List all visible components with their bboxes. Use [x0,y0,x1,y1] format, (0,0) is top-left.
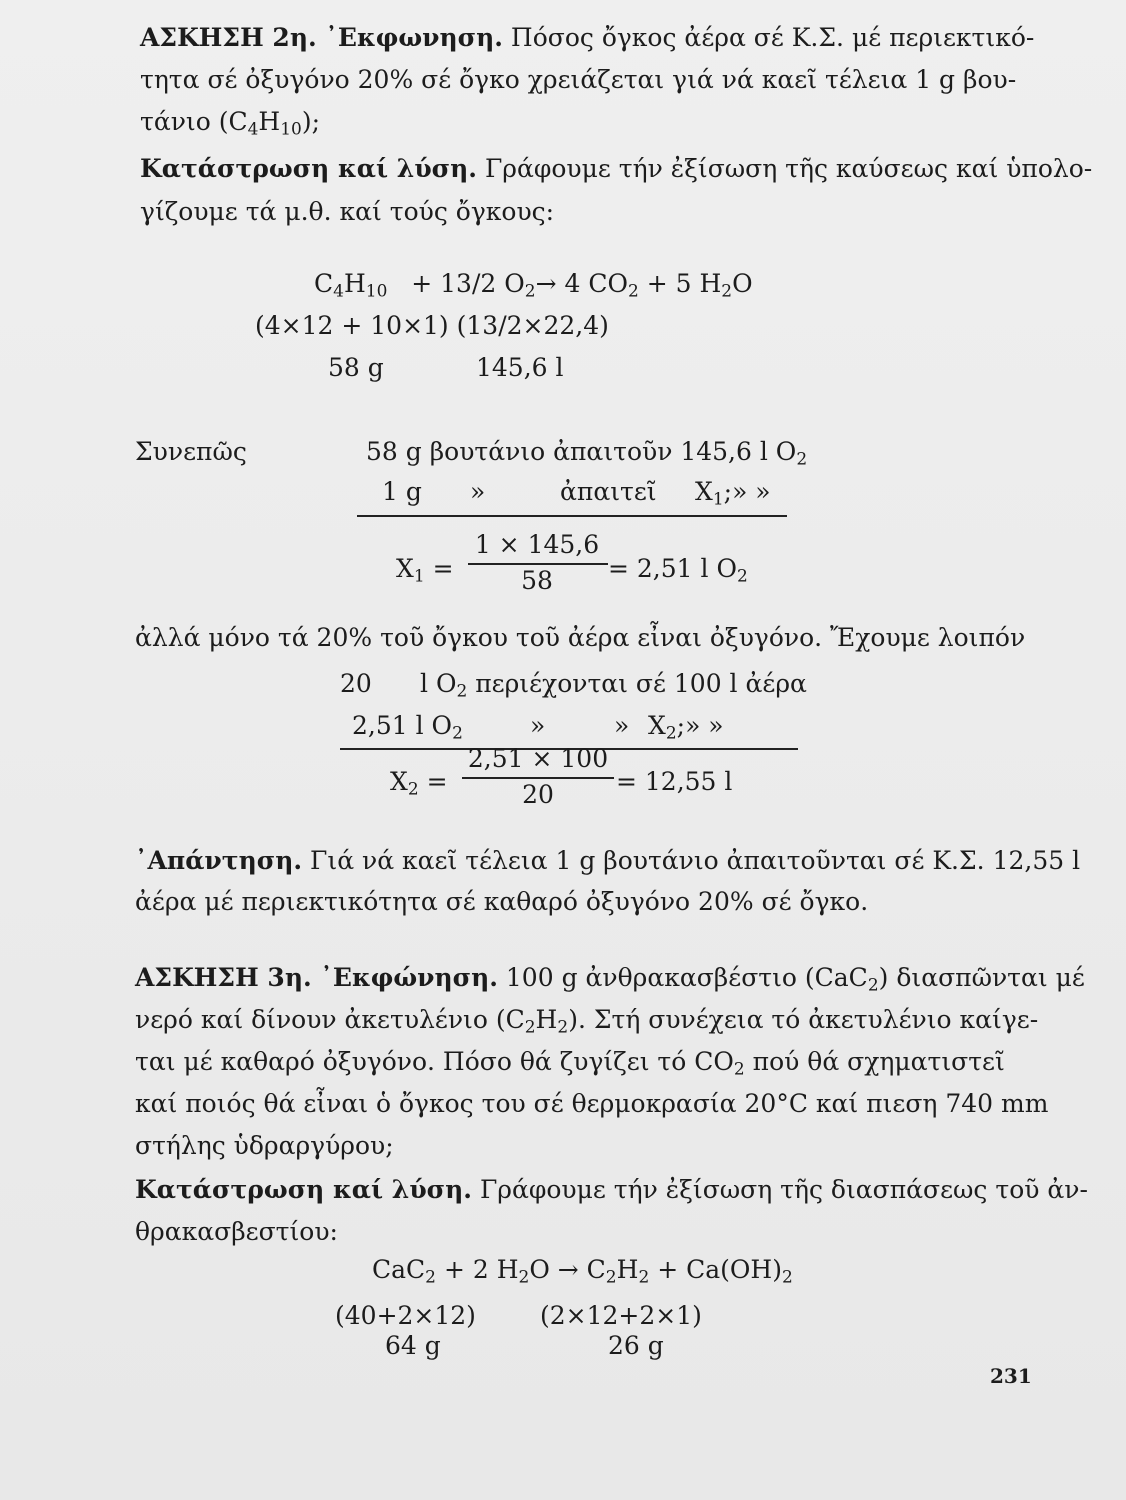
ex2-heading: ΑΣΚΗΣΗ 2η. ᾿Εκφωνηση. [140,23,503,52]
ex2-line-1 [140,22,1034,54]
ex2-mass-58g: 58 g [328,353,384,382]
ex3-cac2-molar: (40+2×12) [335,1301,476,1330]
ex2-molar-calc: (4×12 + 10×1) (13/2×22,4) [255,311,609,340]
ex3-line-2: νερό καί δίνουν ἀκετυλένιο $(C_2H_2)$. Στή συνέχεια τό ἀκετυλένιο καίγε- [135,1005,1039,1038]
ex2-question-text: Πόσος ὄγκος ἀέρα σέ Κ.Σ. μέ περιεκτικό- [502,23,1035,52]
ex2-x2-result: = 12,55 l [616,767,733,796]
ex2-ditto-mark-3: » [614,711,630,740]
ex2-answer-line-2: ἀέρα μέ περιεκτικότητα σέ καθαρό ὀξυγόνο 20% σέ ὄγκο. [135,887,869,916]
ex3-line-7: θρακασβεστίου: [135,1217,338,1246]
ex2-line-2: τητα σέ ὀξυγόνο 20% σέ ὄγκο χρειάζεται γιά νά καεῖ τέλεια 1 g βου- [140,65,1017,94]
ex2-x1-result: = 2,51 l $O_2$ [608,554,748,587]
ex2-answer-line-1: ᾿Απάντηση. Γιά νά καεῖ τέλεια 1 g βουτάνιο ἀπαιτοῦνται σέ Κ.Σ. 12,55 l [135,846,1081,875]
ex2-x2-denominator: 20 [522,780,554,809]
ex2-line-5: γίζουμε τά μ.θ. καί τούς ὄγκους: [140,197,555,226]
ex3-line-1: ΑΣΚΗΣΗ 3η. ᾿Εκφώνηση. 100 g ἀνθρακασβέστιο (CaC$_2$) διασπῶνται μέ [135,963,1085,996]
ex3-heading: ΑΣΚΗΣΗ 3η. ᾿Εκφώνηση. [135,963,498,992]
page-number: 231 [990,1364,1032,1388]
ex2-proportion-2-unknown: $X_1$;» » [695,477,771,510]
ex2-x1-fraction-bar [468,563,608,565]
ex2-o2-251: 2,51 l $O_2$ [352,711,463,744]
ex2-ditto-mark: » [470,477,486,506]
ex3-mass-64g: 64 g [385,1331,441,1360]
ex2-line-4: Κατάστρωση καί λύση. Γράφουμε τήν ἐξίσωση τῆς καύσεως καί ὑπολο- [140,154,1093,183]
ex2-solution-heading: Κατάστρωση καί λύση. [140,154,477,183]
ex2-therefore-label: Συνεπῶς [135,437,247,466]
ex2-answer-heading: ᾿Απάντηση. [135,846,303,875]
ex3-line-5: στήλης ὑδραργύρου; [135,1131,394,1160]
ex2-x2-lhs: $X_2$ = [390,767,448,800]
ex2-proportion-2-mass: 1 g [382,477,422,506]
ex3-line-4: καί ποιός θά εἶναι ὁ ὄγκος του σέ θερμοκρασία 20°C καί πιεση 740 mm [135,1089,1049,1118]
ex3-reaction-equation: CaC$_2$ + 2 $H_2O \to C_2H_2 + Ca(OH)_2$ [372,1255,793,1288]
ex2-proportion-1: 58 g βουτάνιο ἀπαιτοῦν 145,6 l $O_2$ [366,437,808,470]
ex2-volume-145: 145,6 l [476,353,564,382]
ex3-c2h2-molar: (2×12+2×1) [540,1301,702,1330]
ex2-x1-denominator: 58 [521,566,553,595]
ex2-ditto-mark-2: » [530,711,546,740]
ex2-air-statement: ἀλλά μόνο τά 20% τοῦ ὄγκου τοῦ ἀέρα εἶναι ὀξυγόνο. Ἔχουμε λοιπόν [135,623,1026,652]
ex2-x1-lhs: $X_1$ = [396,554,454,587]
ex2-x2-fraction-bar [462,777,614,779]
ex3-solution-heading: Κατάστρωση καί λύση. [135,1175,472,1204]
ex2-x2-unknown: $X_2$;» » [648,711,724,744]
ex2-x2-numerator: 2,51 × 100 [467,744,609,773]
ex2-x1-numerator: 1 × 145,6 [474,530,600,559]
ex2-proportion-rule [357,515,787,517]
ex2-proportion-2-verb: ἀπαιτεῖ [560,477,657,506]
ex2-o2-contained: l $O_2$ περιέχονται σέ 100 l ἀέρα [420,669,807,702]
ex2-reaction-equation: $C_4H_{10} + 13/2$ $O_2\to 4$ $CO_2 + 5$ $H_2O$ [314,269,753,302]
ex2-o2-20: 20 [340,669,372,698]
ex3-line-6: Κατάστρωση καί λύση. Γράφουμε τήν ἐξίσωση τῆς διασπάσεως τοῦ ἀν- [135,1175,1088,1204]
ex2-line-3: τάνιο $(C_4H_{10})$; [140,107,321,140]
ex3-line-3: ται μέ καθαρό ὀξυγόνο. Πόσο θά ζυγίζει τό $CO_2$ πού θά σχηματιστεῖ [135,1047,1005,1080]
ex3-mass-26g: 26 g [608,1331,664,1360]
